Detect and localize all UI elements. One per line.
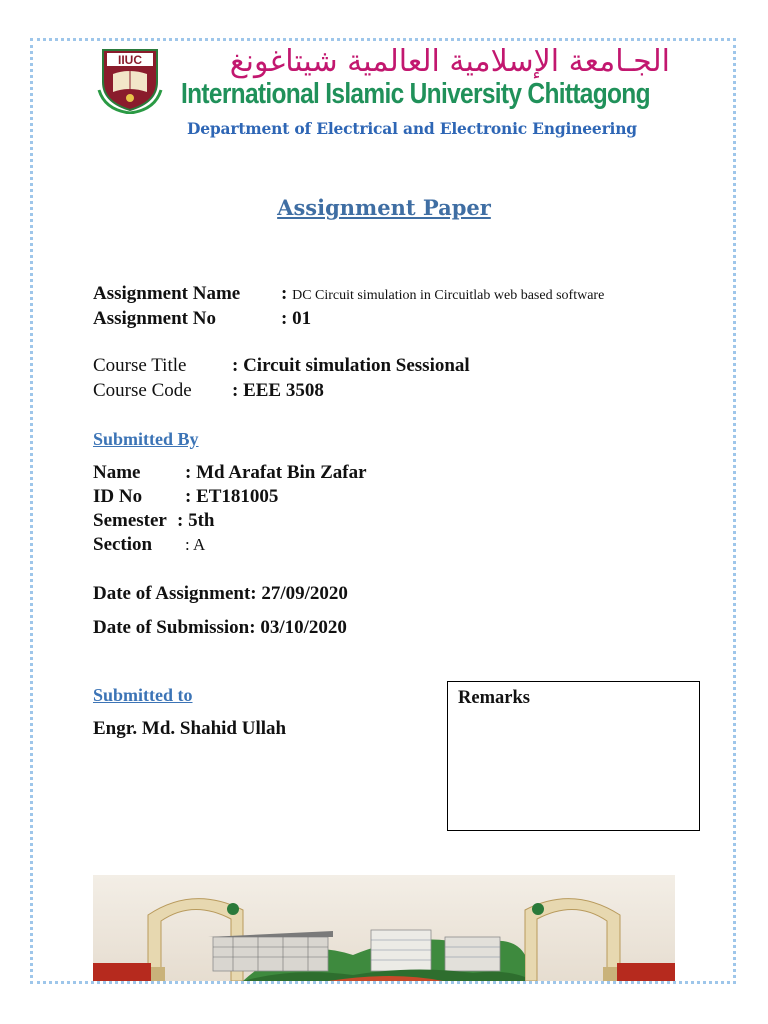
assignment-name-value: DC Circuit simulation in Circuitlab web based software: [292, 288, 605, 303]
date-of-assignment-label: Date of Assignment:: [93, 583, 257, 604]
course-code-label: Course Code: [93, 380, 192, 401]
semester-label: Semester: [93, 510, 167, 531]
course-code-row: Course Code : EEE 3508: [93, 380, 324, 401]
course-title-row: Course Title : Circuit simulation Sessional: [93, 355, 470, 376]
course-title-value: Circuit simulation Sessional: [243, 355, 470, 376]
crest-text: IIUC: [118, 53, 142, 67]
department-name: Department of Electrical and Electronic Engineering: [187, 119, 637, 138]
assignment-no-label: Assignment No: [93, 308, 216, 329]
campus-banner-image: [93, 875, 675, 981]
student-name-label: Name: [93, 462, 141, 483]
submitted-to-heading: Submitted to: [93, 685, 193, 705]
remarks-box: [447, 681, 700, 831]
date-of-submission-value: 03/10/2020: [260, 617, 347, 638]
student-name-value: Md Arafat Bin Zafar: [196, 462, 367, 483]
submitted-by-heading: Submitted By: [93, 429, 199, 449]
document-title: Assignment Paper: [277, 195, 491, 220]
section-row: Section : A: [93, 534, 206, 555]
course-title-label: Course Title: [93, 355, 187, 376]
assignment-name-label: Assignment Name: [93, 283, 241, 304]
assignment-no-value: 01: [292, 308, 312, 329]
arabic-university-name: الجـامعة الإسلامية العالمية شيتاغونغ: [229, 44, 670, 79]
course-code-value: EEE 3508: [243, 380, 324, 401]
university-name: International Islamic University Chittagong: [181, 78, 650, 110]
section-label: Section: [93, 534, 153, 555]
date-of-assignment-row: [93, 583, 348, 605]
semester-value: 5th: [188, 510, 215, 531]
section-value: A: [193, 535, 206, 554]
university-crest-logo: [97, 46, 163, 114]
assignment-no-row: Assignment No : 01: [93, 308, 312, 329]
date-of-submission-label: Date of Submission:: [93, 617, 256, 638]
date-of-assignment-value: 27/09/2020: [261, 583, 348, 604]
student-id-value: ET181005: [196, 486, 279, 507]
student-name-row: Name : Md Arafat Bin Zafar: [93, 462, 367, 483]
date-of-submission-row: [93, 617, 347, 639]
student-id-row: ID No : ET181005: [93, 486, 279, 507]
semester-row: Semester : 5th: [93, 510, 215, 531]
assignment-name-row: Assignment Name : DC Circuit simulation in Circuitlab web based software: [93, 283, 605, 304]
student-id-label: ID No: [93, 486, 143, 507]
supervisor-name: Engr. Md. Shahid Ullah: [93, 718, 287, 739]
remarks-label: Remarks: [458, 688, 530, 708]
